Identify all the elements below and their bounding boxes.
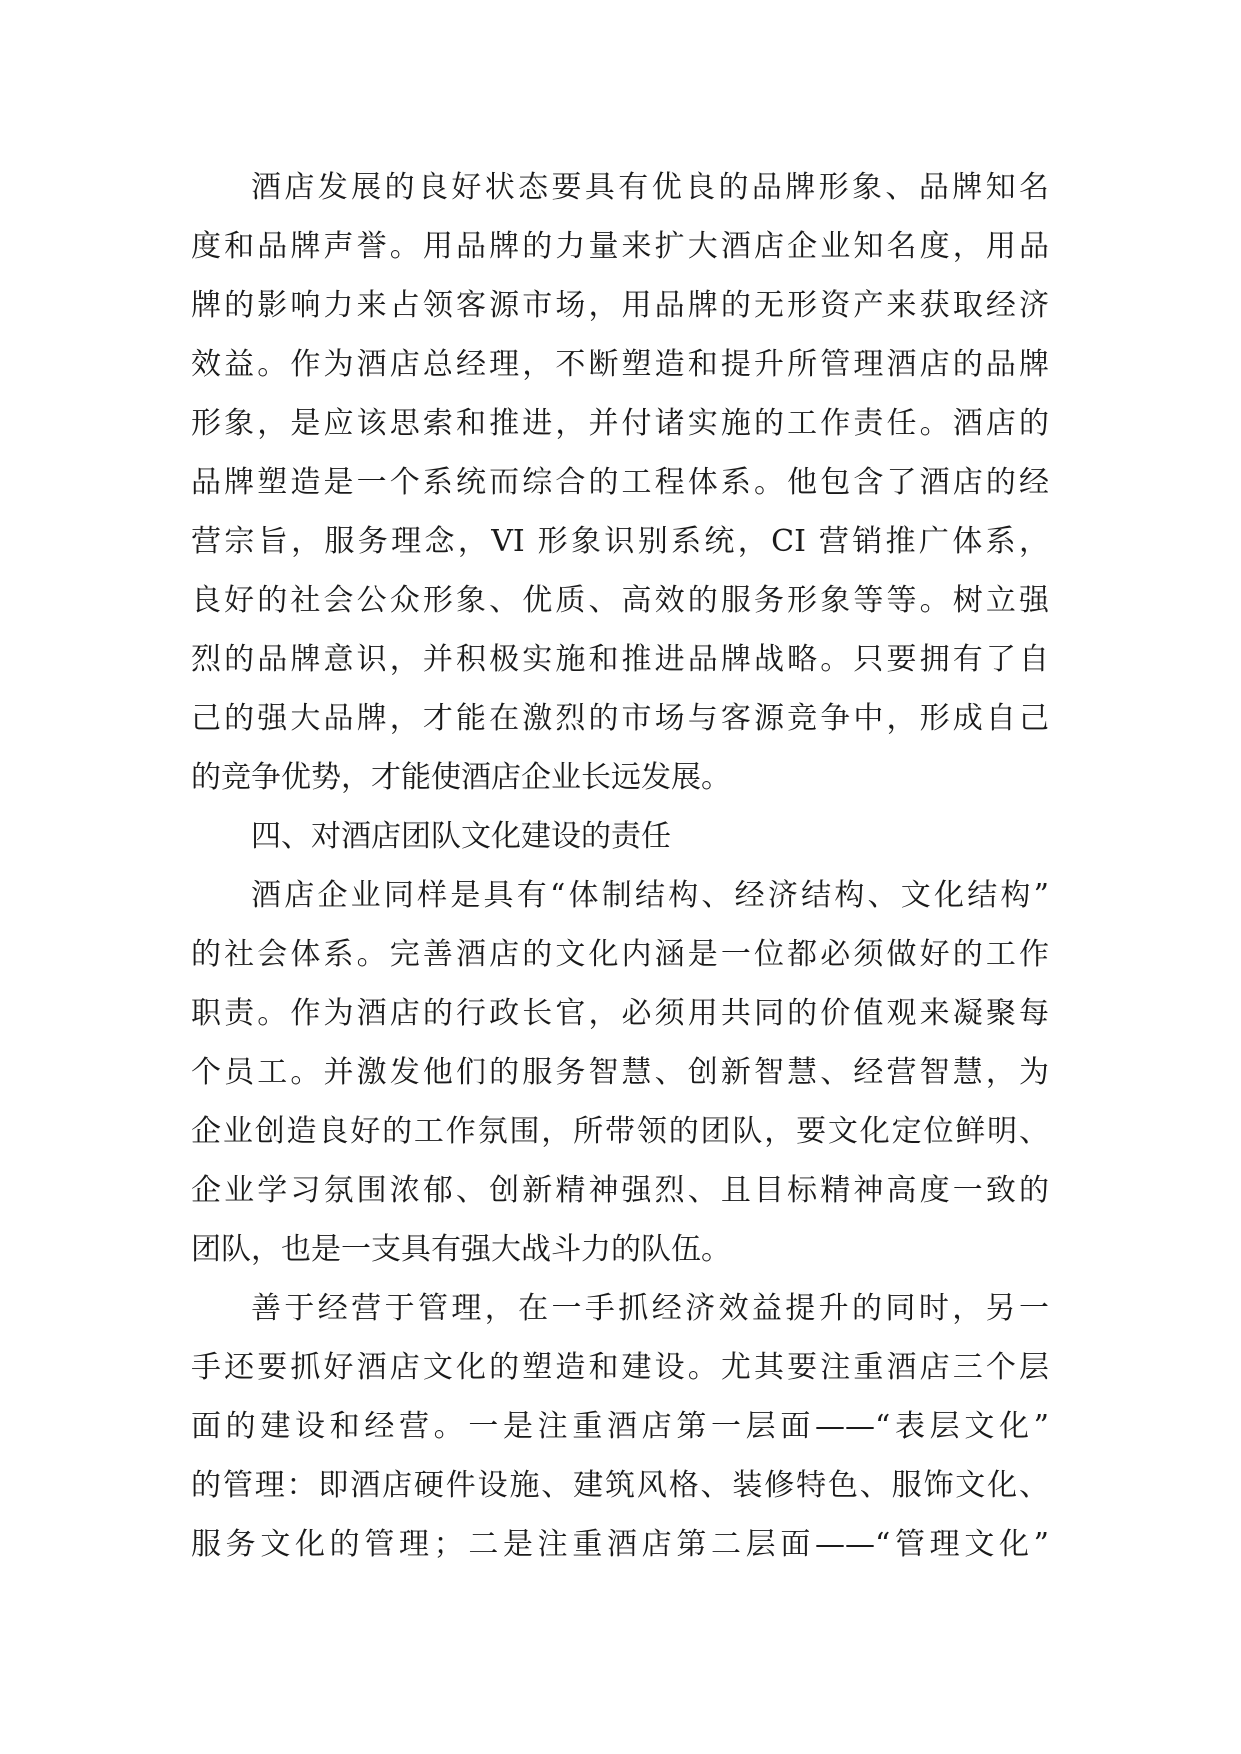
text-line: 度和品牌声誉。用品牌的力量来扩大酒店企业知名度，用品 <box>191 229 1049 264</box>
text-line: 良好的社会公众形象、优质、高效的服务形象等等。树立强 <box>191 583 1049 618</box>
text-line: 烈的品牌意识，并积极实施和推进品牌战略。只要拥有了自 <box>191 642 1049 677</box>
text-line: 效益。作为酒店总经理，不断塑造和提升所管理酒店的品牌 <box>191 347 1049 382</box>
section-heading-text: 四、对酒店团队文化建设的责任 <box>251 819 671 854</box>
text-line: 职责。作为酒店的行政长官，必须用共同的价值观来凝聚每 <box>191 996 1049 1031</box>
text-line: 酒店发展的良好状态要具有优良的品牌形象、品牌知名 <box>251 170 1049 205</box>
text-line: 企业创造良好的工作氛围，所带领的团队，要文化定位鲜明、 <box>191 1114 1049 1149</box>
section-heading <box>191 807 1049 866</box>
text-line: 服务文化的管理；二是注重酒店第二层面——“管理文化” <box>191 1527 1049 1562</box>
text-line: 团队，也是一支具有强大战斗力的队伍。 <box>191 1232 731 1267</box>
text-line: 品牌塑造是一个系统而综合的工程体系。他包含了酒店的经 <box>191 465 1049 500</box>
text-line: 的管理：即酒店硬件设施、建筑风格、装修特色、服饰文化、 <box>191 1468 1049 1503</box>
text-line: 牌的影响力来占领客源市场，用品牌的无形资产来获取经济 <box>191 288 1049 323</box>
paragraph-management <box>191 1279 1049 1574</box>
text-line: 营宗旨，服务理念，VI 形象识别系统，CI 营销推广体系， <box>191 524 1049 559</box>
text-line: 形象，是应该思索和推进，并付诸实施的工作责任。酒店的 <box>191 406 1049 441</box>
paragraph-brand-image <box>191 158 1049 807</box>
text-line: 手还要抓好酒店文化的塑造和建设。尤其要注重酒店三个层 <box>191 1350 1049 1385</box>
text-line: 企业学习氛围浓郁、创新精神强烈、且目标精神高度一致的 <box>191 1173 1049 1208</box>
text-line: 的竞争优势，才能使酒店企业长远发展。 <box>191 760 731 795</box>
text-line: 己的强大品牌，才能在激烈的市场与客源竞争中，形成自己 <box>191 701 1049 736</box>
text-line: 酒店企业同样是具有“体制结构、经济结构、文化结构” <box>251 878 1049 913</box>
document-body <box>191 158 1049 1574</box>
text-line: 个员工。并激发他们的服务智慧、创新智慧、经营智慧，为 <box>191 1055 1049 1090</box>
paragraph-culture-system <box>191 866 1049 1279</box>
text-line: 面的建设和经营。一是注重酒店第一层面——“表层文化” <box>191 1409 1049 1444</box>
text-line: 善于经营于管理，在一手抓经济效益提升的同时，另一 <box>251 1291 1049 1326</box>
text-line: 的社会体系。完善酒店的文化内涵是一位都必须做好的工作 <box>191 937 1049 972</box>
